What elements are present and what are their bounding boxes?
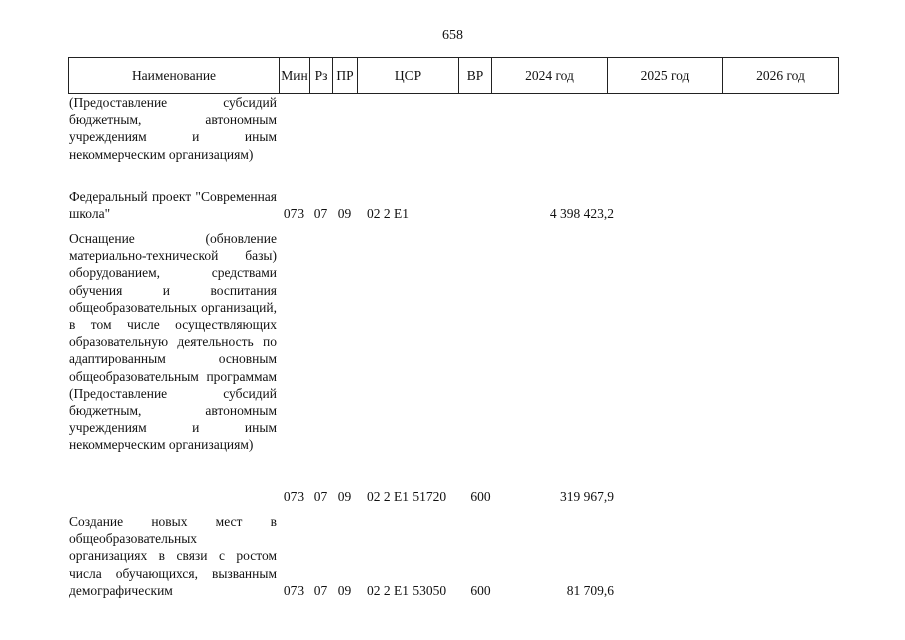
header-2025: 2025 год bbox=[608, 58, 723, 94]
row-pr: 09 bbox=[337, 206, 352, 221]
header-pr: ПР bbox=[333, 58, 358, 94]
row-pr: 09 bbox=[337, 583, 352, 598]
header-csr: ЦСР bbox=[358, 58, 459, 94]
row-rz: 07 bbox=[313, 583, 328, 598]
page-number: 658 bbox=[442, 28, 463, 43]
row-csr: 02 2 Е1 51720 bbox=[367, 489, 447, 504]
header-2024: 2024 год bbox=[492, 58, 608, 94]
row-name: (Предоставление субсидий бюджетным, автономным учреждениям и иным некоммерческим организациям) bbox=[69, 95, 277, 162]
row-min: 073 bbox=[283, 489, 305, 504]
row-name: Создание новых мест в общеобразовательных организациях в связи с ростом числа обучающихся, вызванным демографическим bbox=[69, 514, 277, 598]
row-vr: 600 bbox=[470, 583, 491, 598]
row-rz: 07 bbox=[313, 489, 328, 504]
row-vr: 600 bbox=[470, 489, 491, 504]
row-name: Оснащение (обновление материально-технической базы) оборудованием, средствами обучения и воспитания общеобразовательных организаций, в том числе осуществляющих образовательную деятельность по адаптированным основным общеобразовательным программам (Предоставление субсидий бюджетным, автономным учреждениям и иным некоммерческим организациям) bbox=[69, 231, 277, 453]
row-2024: 4 398 423,2 bbox=[549, 206, 614, 221]
row-min: 073 bbox=[283, 583, 305, 598]
row-pr: 09 bbox=[337, 489, 352, 504]
row-rz: 07 bbox=[313, 206, 328, 221]
header-vr: ВР bbox=[459, 58, 492, 94]
row-csr: 02 2 Е1 bbox=[367, 206, 409, 221]
header-rz: Рз bbox=[310, 58, 333, 94]
row-name: Федеральный проект "Современная школа" bbox=[69, 189, 277, 222]
row-2024: 81 709,6 bbox=[566, 583, 614, 598]
row-2024: 319 967,9 bbox=[560, 489, 614, 504]
row-csr: 02 2 Е1 53050 bbox=[367, 583, 447, 598]
header-min: Мин bbox=[280, 58, 310, 94]
row-min: 073 bbox=[283, 206, 305, 221]
header-2026: 2026 год bbox=[723, 58, 839, 94]
table-header bbox=[68, 57, 839, 94]
header-name: Наименование bbox=[69, 58, 280, 94]
